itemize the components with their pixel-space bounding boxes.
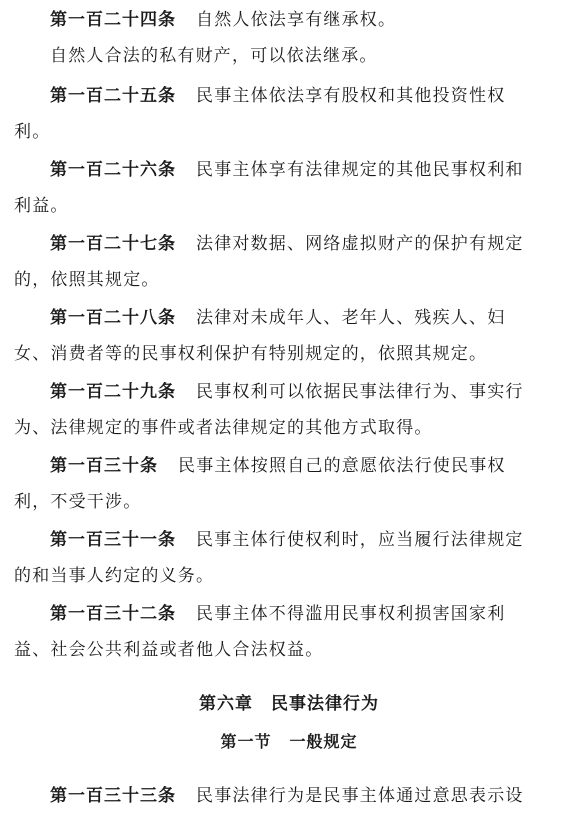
article-text-continued: 利，不受干涉。 <box>14 492 142 512</box>
article-text: 法律对数据、网络虚拟财产的保护有规定 <box>196 234 524 254</box>
article-text: 民事主体行使权利时，应当履行法律规定 <box>196 530 524 550</box>
article-130 <box>50 454 566 478</box>
article-text: 民事主体按照自己的意愿依法行使民事权 <box>178 456 506 476</box>
article-text: 民事主体依法享有股权和其他投资性权 <box>196 86 506 106</box>
article-number: 第一百三十一条 <box>50 530 176 550</box>
article-number: 第一百二十八条 <box>50 308 176 328</box>
article-number: 第一百二十六条 <box>50 160 176 180</box>
article-text-continued: 女、消费者等的民事权利保护有特别规定的，依照其规定。 <box>14 344 488 364</box>
article-text: 法律对未成年人、老年人、残疾人、妇 <box>196 308 506 328</box>
article-text: 民事主体享有法律规定的其他民事权利和 <box>196 160 524 180</box>
article-text-continued: 为、法律规定的事件或者法律规定的其他方式取得。 <box>14 418 433 438</box>
section-heading <box>0 730 578 754</box>
article-text-continued: 利益。 <box>14 196 69 216</box>
article-129 <box>50 380 566 404</box>
chapter-number: 第六章 <box>199 694 253 714</box>
article-text: 民事权利可以依据民事法律行为、事实行 <box>196 382 524 402</box>
article-127 <box>50 232 566 256</box>
article-128 <box>50 306 566 330</box>
article-number: 第一百二十七条 <box>50 234 176 254</box>
article-text: 民事主体不得滥用民事权利损害国家利 <box>196 604 506 624</box>
chapter-heading <box>0 692 578 716</box>
article-132 <box>50 602 566 626</box>
article-text-continued: 利。 <box>14 122 51 142</box>
article-number: 第一百三十三条 <box>50 786 176 806</box>
chapter-title: 民事法律行为 <box>271 694 379 714</box>
article-number: 第一百二十九条 <box>50 382 176 402</box>
article-text: 自然人依法享有继承权。 <box>196 10 397 30</box>
article-133 <box>50 784 566 808</box>
article-126 <box>50 158 566 182</box>
article-131 <box>50 528 566 552</box>
article-text-continued: 的，依照其规定。 <box>14 270 160 290</box>
article-number: 第一百二十五条 <box>50 86 176 106</box>
article-text: 民事法律行为是民事主体通过意思表示设 <box>196 786 524 806</box>
article-text-continued: 的和当事人约定的义务。 <box>14 566 215 586</box>
article-125 <box>50 84 566 108</box>
article-number: 第一百三十条 <box>50 456 158 476</box>
paragraph-text: 自然人合法的私有财产，可以依法继承。 <box>50 46 378 66</box>
article-number: 第一百二十四条 <box>50 10 176 30</box>
article-number: 第一百三十二条 <box>50 604 176 624</box>
article-124 <box>50 8 566 32</box>
article-text-continued: 益、社会公共利益或者他人合法权益。 <box>14 640 324 660</box>
section-title: 一般规定 <box>289 732 358 751</box>
section-number: 第一节 <box>220 732 272 751</box>
